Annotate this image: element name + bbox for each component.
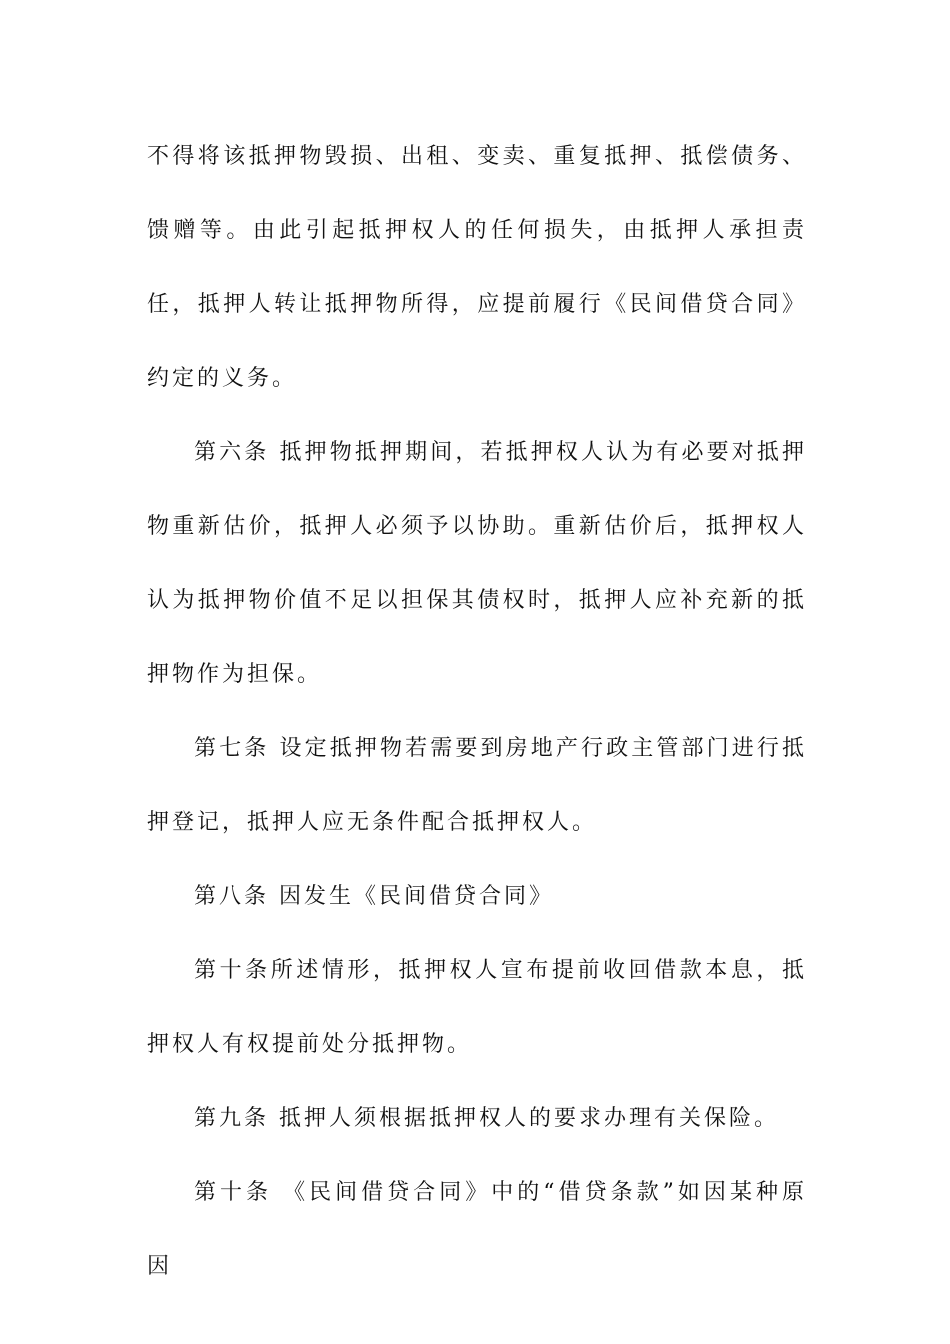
paragraph-article-10: 第十条 《民间借贷合同》中的“借贷条款”如因某种原因: [147, 1180, 807, 1279]
paragraph-continuation: 不得将该抵押物毁损、出租、变卖、重复抵押、抵偿债务、馈赠等。由此引起抵押权人的任何损失，由抵押人承担责任，抵押人转让抵押物所得，应提前履行《民间借贷合同》约定的义务。: [147, 144, 807, 391]
paragraph-article-9: 第九条 抵押人须根据抵押权人的要求办理有关保险。: [194, 1106, 779, 1131]
paragraph-article-7: 第七条 设定抵押物若需要到房地产行政主管部门进行抵押登记，抵押人应无条件配合抵押权人。: [147, 736, 807, 835]
document-body: [147, 120, 807, 1304]
paragraph-article-6: 第六条 抵押物抵押期间，若抵押权人认为有必要对抵押物重新估价，抵押人必须予以协助。重新估价后，抵押权人认为抵押物价值不足以担保其债权时，抵押人应补充新的抵押物作为担保。: [147, 440, 807, 687]
paragraph-article-8: 第八条 因发生《民间借贷合同》: [194, 884, 554, 909]
paragraph-article-8-continued: 第十条所述情形，抵押权人宣布提前收回借款本息，抵押权人有权提前处分抵押物。: [147, 958, 807, 1057]
